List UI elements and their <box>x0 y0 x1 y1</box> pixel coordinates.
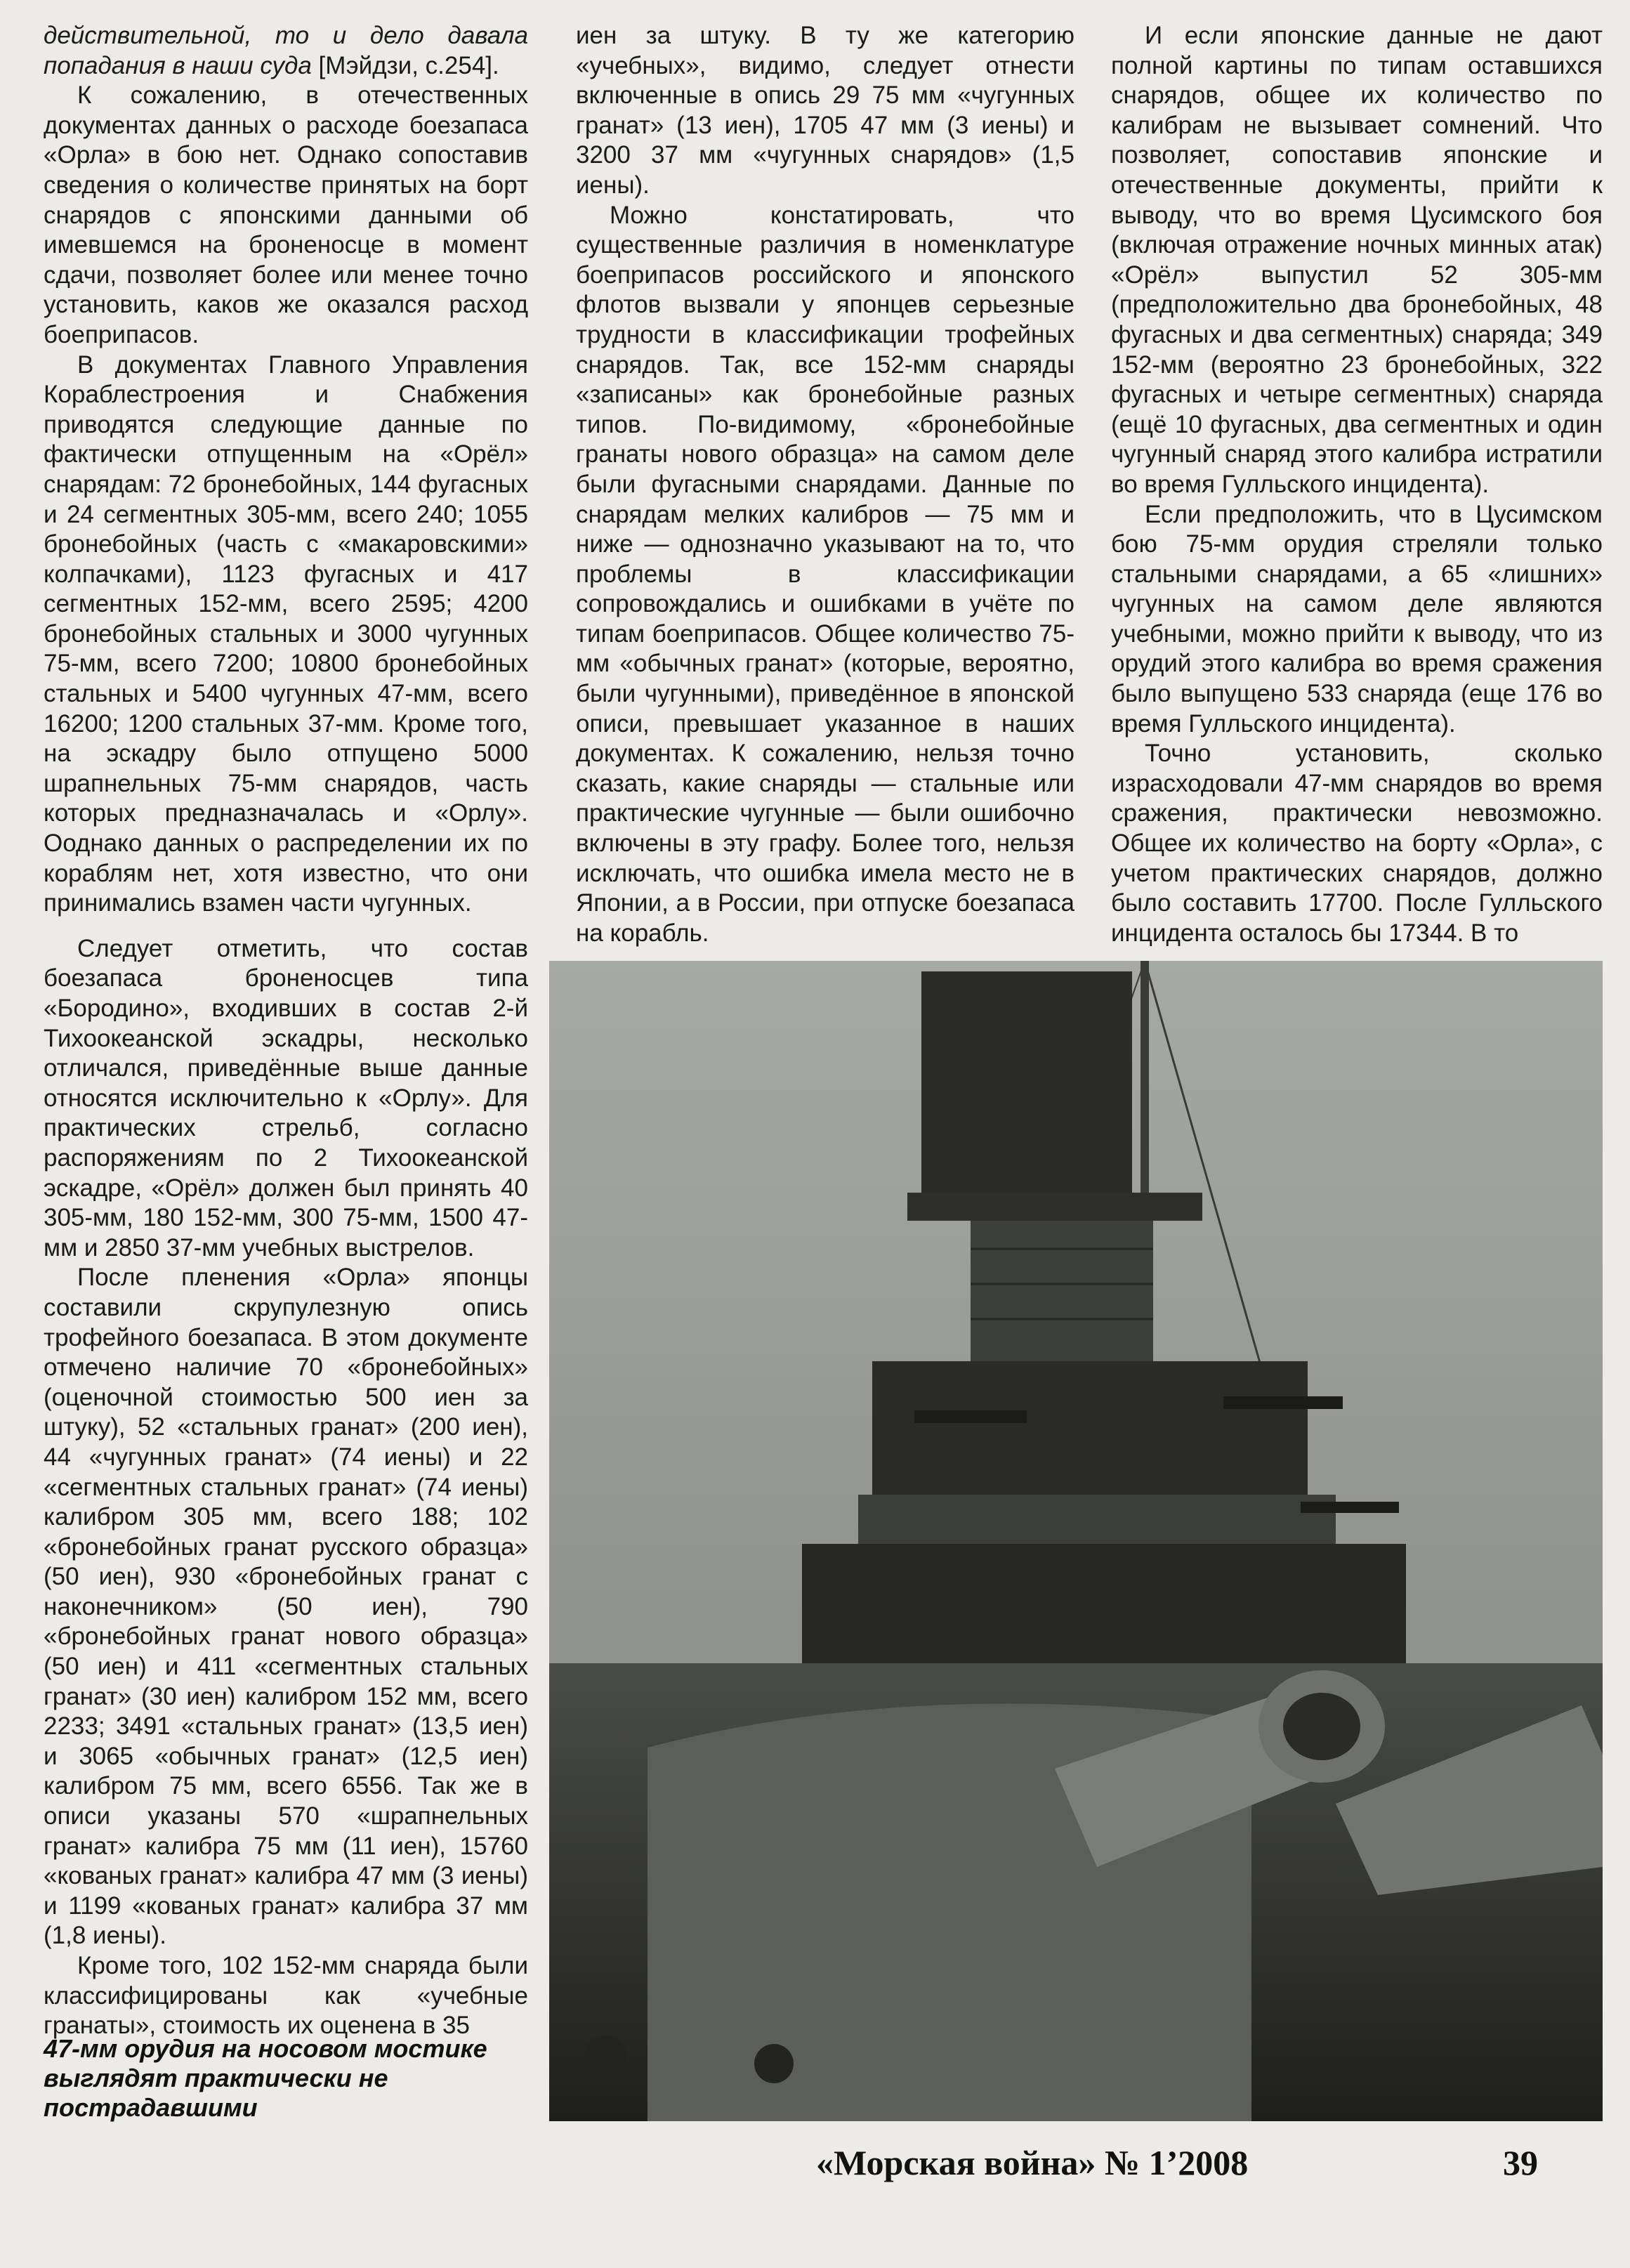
text-column-1 <box>44 21 528 2041</box>
paragraph <box>44 21 528 81</box>
paragraph: Следует отметить, что состав боезапаса броненосцев типа «Бородино», входивших в состав 2-й Тихоокеанской эскадры, несколько отличался, приведённые выше данные относятся исключительно к «Орлу». Для практических стрельб, согласно распоряжениям по 2 Тихоокеанской эскадре, «Орёл» должен был принять 40 305-мм, 180 152-мм, 300 75-мм, 1500 47-мм и 2850 37-мм учебных выстрелов. <box>44 934 528 1261</box>
paragraph: Точно установить, сколько израсходовали 47-мм снарядов во время сражения, практически невозможно. Общее их количество на борту «Орла», с учетом практических снарядов, должно было составить 17700. После Гулльского инцидента осталось бы 17344. В то <box>1111 740 1603 947</box>
journal-title: «Морская война» № 1’2008 <box>816 2143 1249 2182</box>
paragraph: К сожалению, в отечественных документах данных о расходе боезапаса «Орла» в бою нет. Однако сопоставив сведения о количестве принятых на борт снарядов с японскими данными об имевшемся на броненосце в момент сдачи, позволяет более или менее точно установить, каков же оказался расход боеприпасов. <box>44 81 528 348</box>
text-column-3 <box>1111 21 1603 948</box>
photo-icon <box>549 961 1603 2121</box>
paragraph: иен за штуку. В ту же категорию «учебных», видимо, следует отнести включенные в опись 29 75 мм «чугунных гранат» (13 иен), 1705 47 мм (3 иены) и 3200 37 мм «чугунных снарядов» (1,5 иены). <box>576 22 1074 199</box>
paragraph: И если японские данные не дают полной картины по типам оставшихся снарядов, общее их количество по калибрам не вызывает сомнений. Что позволяет, сопоставив японские и отечественные документы, прийти к выводу, что во время Цусимского боя (включая отражение ночных минных атак) «Орёл» выпустил 52 305-мм (предположительно два бронебойных, 48 фугасных и два сегментных) снаряда; 349 152-мм (вероятно 23 бронебойных, 322 фугасных и четыре сегментных) снаряда (ещё 10 фугасных, два сегментных и один чугунный снаряд этого калибра истратили во время Гулльского инцидента). <box>1111 22 1603 498</box>
quote-text: действительной, то и дело давала попадания в наши суда <box>44 22 528 79</box>
photo-caption: 47-мм орудия на носовом мостике выглядят практически не пострадавшими <box>44 2034 487 2122</box>
paragraph: Можно констатировать, что существенные различия в номенклатуре боеприпасов российского и японского флотов вызвали у японцев серьезные трудности в классификации трофейных снарядов. Так, все 152-мм снаряды «записаны» как бронебойные разных типов. По-видимому, «бронебойные гранаты нового образца» на самом деле были фугасными снарядами. Данные по снарядам мелких калибров — 75 мм и ниже — однозначно указывают на то, что проблемы в классификации сопровождались и ошибками в учёте по типам боеприпасов. Общее количество 75-мм «обычных гранат» (которые, вероятно, были чугунными), приведённое в японской описи, превышает указанное в наших документах. К сожалению, нельзя точно сказать, какие снаряды — стальные или практические чугунные — были ошибочно включены в эту графу. Более того, нельзя исключать, что ошибка имела место не в Японии, а в России, при отпуске боезапаса на корабль. <box>576 201 1074 947</box>
paragraph: После пленения «Орла» японцы составили скрупулезную опись трофейного боезапаса. В этом документе отмечено наличие 70 «бронебойных» (оценочной стоимостью 500 иен за штуку), 52 «стальных гранат» (200 иен), 44 «чугунных гранат» (74 иены) и 22 «сегментных стальных гранат» (74 иены) калибром 305 мм, всего 188; 102 «бронебойных гранат русского образца» (50 иен), 930 «бронебойных гранат с наконечником» (50 иен), 790 «бронебойных гранат нового образца» (50 иен) и 411 «сегментных стальных гранат» (30 иен) калибром 152 мм, всего 2233; 3491 «стальных гранат» (13,5 иен) и 3065 «обычных гранат» (12,5 иен) калибром 75 мм, всего 6556. Так же в описи указаны 570 «шрапнельных гранат» калибра 75 мм (11 иен), 15760 «кованых гранат» калибра 47 мм (3 иены) и 1199 «кованых гранат» калибра 37 мм (1,8 иены). <box>44 1264 528 1950</box>
paragraph: В документах Главного Управления Кораблестроения и Снабжения приводятся следующие данные по фактически отпущенным на «Орёл» снарядам: 72 бронебойных, 144 фугасных и 24 сегментных 305-мм, всего 240; 1055 бронебойных (часть с «макаровскими» колпачками), 1123 фугасных и 417 сегментных 152-мм, всего 2595; 4200 бронебойных стальных и 3000 чугунных 75-мм, всего 7200; 10800 бронебойных стальных и 5400 чугунных 47-мм, всего 16200; 1200 стальных 37-мм. Кроме того, на эскадру было отпущено 5000 шрапнельных 75-мм снарядов, часть которых предназначалась и «Орлу». Ооднако данных о распределении их по кораблям нет, хотя известно, что они принимались взамен части чугунных. <box>44 350 528 917</box>
text-column-2 <box>576 21 1074 948</box>
paragraph: Если предположить, что в Цусимском бою 75-мм орудия стреляли только стальными снарядами, а 65 «лишних» чугунных на самом деле являются учебными, можно прийти к выводу, что из орудий этого калибра во время сражения было выпущено 533 снаряда (еще 176 во время Гулльского инцидента). <box>1111 500 1603 738</box>
paragraph: Кроме того, 102 152-мм снаряда были классифицированы как «учебные гранаты», стоимость их оценена в 35 <box>44 1952 528 2040</box>
citation: [Мэйдзи, с.254]. <box>311 51 499 79</box>
page-number: 39 <box>1503 2143 1538 2182</box>
ship-photo <box>549 961 1603 2121</box>
